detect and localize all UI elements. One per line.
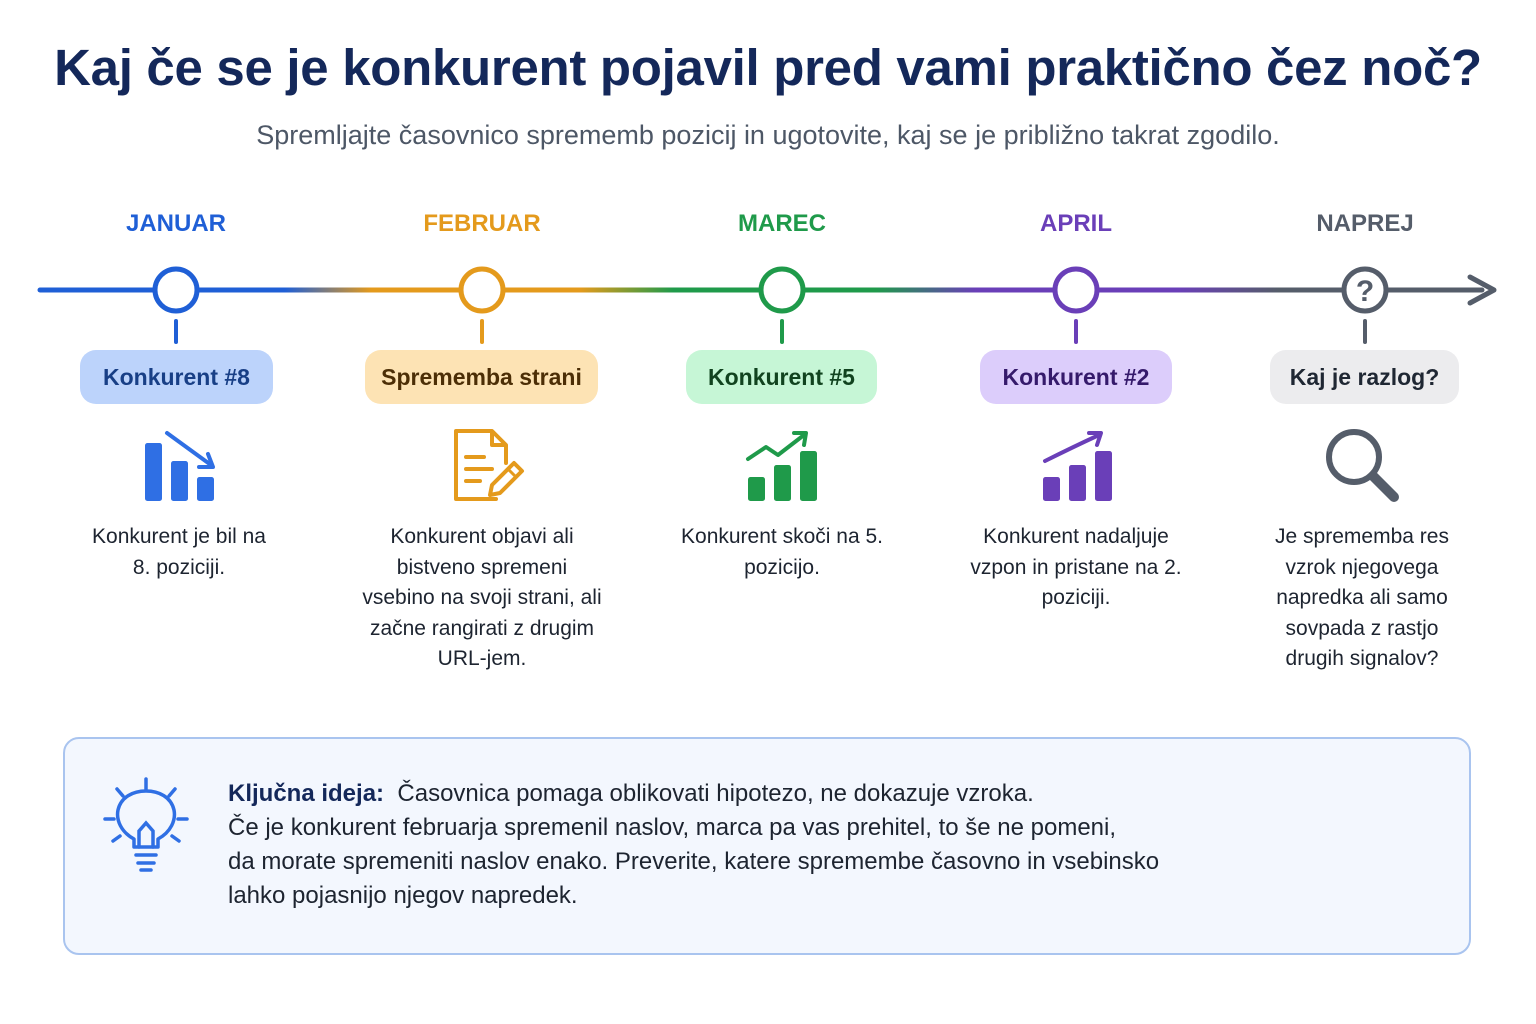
- stage-month-january: JANUAR: [125, 210, 226, 237]
- timeline-node-ahead: [1344, 269, 1386, 342]
- stage-month-march: MAREC: [738, 210, 826, 237]
- timeline-node-march: [761, 269, 803, 342]
- question-mark-icon: ?: [1355, 275, 1375, 308]
- key-idea-line-4: lahko pojasnijo njegov napredek.: [228, 882, 578, 909]
- stage-description-february: Konkurent objavi ali bistveno spremeni vsebino na svoji strani, ali začne rangirati z drugim URL-jem.: [362, 525, 602, 670]
- stage-month-ahead: NAPREJ: [1316, 210, 1414, 237]
- stage-description-march: Konkurent skoči na 5. pozicijo.: [681, 525, 883, 579]
- bar-chart-up-icon: [1033, 425, 1123, 510]
- timeline-node-february: [461, 269, 503, 342]
- timeline-node-january: [155, 269, 197, 342]
- bar-chart-up-icon: [738, 425, 828, 510]
- page-title: Kaj če se je konkurent pojavil pred vami praktično čez noč?: [54, 39, 1482, 96]
- document-edit-icon: [442, 425, 532, 510]
- key-idea-line-3: da morate spremeniti naslov enako. Preverite, katere spremembe časovno in vsebinsko: [228, 848, 1160, 875]
- bar-chart-down-icon: [135, 425, 225, 510]
- stage-description-ahead: Je sprememba res vzrok njegovega napredka ali samo sovpada z rastjo drugih signalov?: [1275, 525, 1449, 670]
- stage-month-april: APRIL: [1040, 210, 1112, 237]
- timeline: [0, 255, 1536, 345]
- key-idea-box: [63, 737, 1471, 955]
- stage-badge-january: Konkurent #8: [80, 350, 273, 404]
- key-idea-line-1: Časovnica pomaga oblikovati hipotezo, ne dokazuje vzroka.: [397, 780, 1034, 807]
- timeline-node-april: [1055, 269, 1097, 342]
- stage-month-february: FEBRUAR: [423, 210, 541, 237]
- stage-badge-february: Sprememba strani: [365, 350, 598, 404]
- stage-badge-march: Konkurent #5: [686, 350, 877, 404]
- magnifier-icon: [1318, 425, 1408, 510]
- page-subtitle: Spremljajte časovnico sprememb pozicij in ugotovite, kaj se je približno takrat zgodilo.: [256, 120, 1280, 150]
- key-idea-text: [228, 777, 1428, 913]
- key-idea-line-2: Če je konkurent februarja spremenil naslov, marca pa vas prehitel, to še ne pomeni,: [228, 814, 1117, 841]
- stage-badge-april: Konkurent #2: [980, 350, 1172, 404]
- stage-badge-ahead: Kaj je razlog?: [1270, 350, 1459, 404]
- stage-description-january: Konkurent je bil na 8. poziciji.: [92, 525, 266, 579]
- key-idea-label: Ključna ideja:: [228, 780, 385, 807]
- lightbulb-icon: [101, 775, 191, 880]
- stage-description-april: Konkurent nadaljuje vzpon in pristane na 2. poziciji.: [970, 525, 1182, 609]
